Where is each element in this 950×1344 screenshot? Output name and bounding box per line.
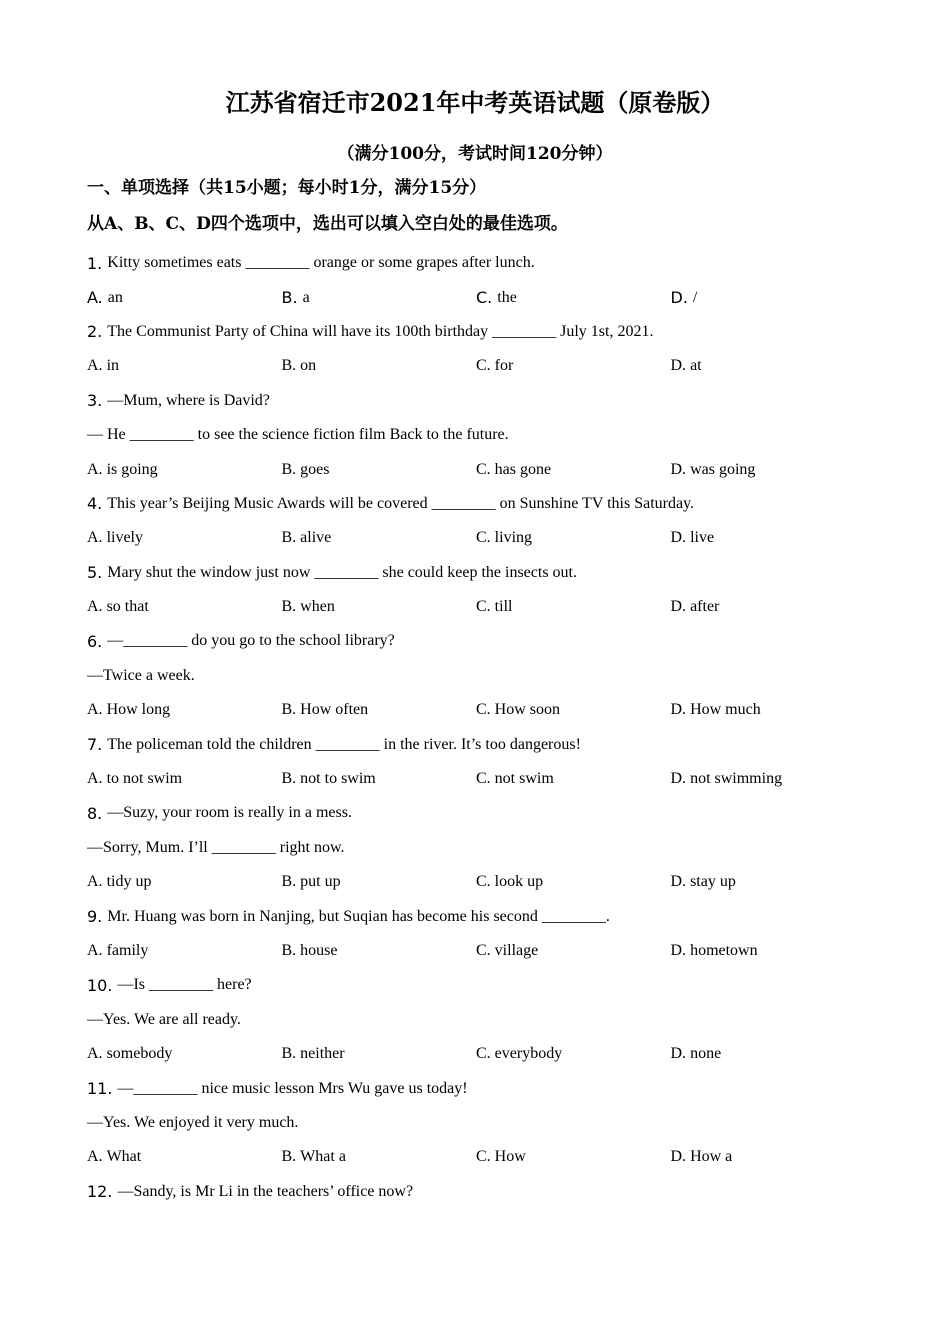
question-text: This year’s Beijing Music Awards will be covered ________ on Sunshine TV this Saturday. [107,494,695,512]
answer-option [282,770,477,788]
question-text: Kitty sometimes eats ________ orange or some grapes after lunch. [107,254,535,272]
answer-options [87,693,867,727]
option-text: an [107,288,123,306]
answer-option [87,598,282,616]
answer-option [282,1045,477,1063]
question-stem [87,796,867,830]
answer-option [87,701,282,719]
option-text: none [690,1045,722,1063]
question-text: — He ________ to see the science fiction film Back to the future. [87,426,509,444]
answer-option [476,770,671,788]
option-letter: D. [670,942,687,959]
answer-option [671,1045,866,1063]
question-number: 12. [87,1182,113,1202]
answer-option [671,701,866,719]
option-letter: B. [281,1045,297,1063]
answer-options [87,762,867,796]
option-letter: C. [476,770,491,788]
option-text: tidy up [106,873,152,891]
question-text: The policeman told the children ________ in the river. It’s too dangerous! [107,735,581,753]
answer-options [87,452,867,486]
option-text: not swim [494,770,554,788]
answer-option [282,357,477,375]
option-letter: B. [281,288,298,308]
answer-option [282,461,477,479]
option-letter: B. [281,1148,297,1166]
option-letter: B. [281,460,297,478]
question-stem [87,556,867,590]
answer-option [282,529,477,547]
option-letter: A. [87,598,103,616]
option-text: was going [690,460,756,478]
option-letter: A. [87,1148,103,1166]
question-number: 9. [87,907,103,927]
answer-option [476,529,671,547]
option-letter: C. [476,942,491,959]
question-text: —________ do you go to the school library? [107,632,395,650]
answer-option [476,701,671,719]
option-text: in [106,357,120,375]
answer-option [87,288,282,307]
option-letter: C. [476,288,493,308]
option-letter: D. [670,701,687,719]
option-letter: B. [281,701,297,719]
option-letter: B. [281,942,297,959]
option-letter: D. [670,529,687,547]
answer-option [87,873,282,891]
option-text: to not swim [106,770,183,788]
answer-option [282,942,477,960]
option-text: / [692,288,698,306]
question-text: —Yes. We enjoyed it very much. [87,1113,299,1131]
option-letter: D. [670,1045,687,1063]
answer-option [282,701,477,719]
answer-option [671,1148,866,1166]
question-stem [87,899,867,933]
answer-option [476,1045,671,1063]
option-letter: A. [87,701,103,719]
answer-option [87,357,282,375]
option-letter: A. [87,942,103,959]
option-letter: B. [281,529,297,547]
option-text: How a [690,1148,733,1166]
option-letter: D. [670,288,688,308]
option-letter: D. [670,357,687,375]
option-letter: A. [87,770,103,788]
question-dialogue-line [87,831,867,865]
option-text: stay up [690,873,736,891]
option-text: when [300,598,335,616]
option-text: for [494,357,514,375]
option-letter: C. [476,529,491,547]
answer-option [671,288,866,307]
option-letter: A. [87,1045,103,1063]
question-stem [87,246,867,280]
option-text: living [494,529,533,547]
question-stem [87,624,867,658]
option-letter: D. [670,460,687,478]
answer-options [87,934,867,968]
option-text: is going [106,460,158,478]
option-text: alive [300,529,332,547]
option-letter: D. [670,873,687,891]
answer-option [476,461,671,479]
question-stem [87,487,867,521]
answer-option [87,770,282,788]
option-letter: C. [476,357,491,375]
question-number: 4. [87,494,103,514]
question-text: The Communist Party of China will have its 100th birthday ________ July 1st, 2021. [107,322,654,340]
question-text: —Sandy, is Mr Li in the teachers’ office now? [117,1182,414,1200]
option-text: not to swim [300,770,376,788]
answer-options [87,1140,867,1174]
answer-option [87,529,282,547]
option-text: put up [300,873,341,891]
question-dialogue-line [87,659,867,693]
option-letter: A. [87,873,103,891]
option-text: What [106,1148,142,1166]
option-text: How [494,1148,526,1166]
answer-options [87,590,867,624]
answer-option [282,1148,477,1166]
exam-subtitle: （满分100分，考试时间120分钟） [337,144,613,164]
question-number: 8. [87,803,103,823]
question-dialogue-line [87,418,867,452]
option-text: has gone [494,460,552,478]
option-letter: C. [476,460,491,478]
option-letter: C. [476,701,491,719]
option-letter: A. [87,529,103,547]
answer-option [87,461,282,479]
option-letter: B. [281,357,297,375]
answer-option [671,770,866,788]
option-text: the [497,288,517,306]
section-instruction: 从A、B、C、D四个选项中，选出可以填入空白处的最佳选项。 [87,214,568,234]
option-text: so that [106,598,149,616]
option-letter: D. [670,1148,687,1166]
option-text: a [302,288,310,306]
answer-option [671,529,866,547]
answer-options [87,1037,867,1071]
option-text: village [494,942,539,959]
question-stem [87,727,867,761]
option-text: How much [690,701,761,719]
answer-option [87,942,282,960]
answer-option [87,1148,282,1166]
question-dialogue-line [87,1003,867,1037]
question-number: 10. [87,975,113,995]
answer-option [476,357,671,375]
option-letter: A. [87,288,103,308]
answer-option [671,357,866,375]
question-stem [87,315,867,349]
option-text: somebody [106,1045,173,1063]
option-text: till [494,598,513,616]
answer-option [476,288,671,307]
option-text: goes [300,460,330,478]
option-letter: B. [281,598,297,616]
question-stem [87,1175,867,1209]
question-stem [87,1071,867,1105]
answer-option [282,288,477,307]
option-letter: C. [476,598,491,616]
answer-options [87,280,867,314]
answer-option [671,598,866,616]
question-number: 6. [87,631,103,651]
answer-option [87,1045,282,1063]
answer-option [671,461,866,479]
question-number: 3. [87,391,103,411]
option-text: everybody [494,1045,563,1063]
question-text: —Yes. We are all ready. [87,1010,241,1028]
option-letter: A. [87,357,103,375]
answer-option [476,942,671,960]
option-letter: C. [476,1045,491,1063]
question-text: Mr. Huang was born in Nanjing, but Suqian has become his second ________. [107,907,610,925]
answer-options [87,349,867,383]
option-text: neither [300,1045,345,1063]
option-letter: D. [670,770,687,788]
question-text: —Sorry, Mum. I’ll ________ right now. [87,838,345,856]
option-text: What a [300,1148,346,1166]
option-text: house [300,942,338,959]
option-text: after [690,598,720,616]
option-letter: B. [281,770,297,788]
option-letter: D. [670,598,687,616]
option-letter: C. [476,873,491,891]
page-title: 江苏省宿迁市2021年中考英语试题（原卷版） [225,88,725,117]
answer-options [87,521,867,555]
answer-option [282,598,477,616]
question-stem [87,384,867,418]
option-text: lively [106,529,143,547]
question-text: —Suzy, your room is really in a mess. [107,804,352,822]
question-list [87,246,867,1209]
question-number: 5. [87,563,103,583]
answer-option [671,873,866,891]
option-text: on [300,357,317,375]
question-number: 11. [87,1079,113,1099]
option-text: at [690,357,702,375]
question-text: —Twice a week. [87,666,195,684]
question-text: Mary shut the window just now ________ she could keep the insects out. [107,563,577,581]
answer-option [282,873,477,891]
answer-option [476,873,671,891]
question-stem [87,968,867,1002]
question-dialogue-line [87,1106,867,1140]
option-text: look up [494,873,544,891]
answer-option [476,598,671,616]
option-text: live [690,529,715,547]
question-number: 1. [87,253,103,273]
option-text: family [106,942,149,959]
option-letter: C. [476,1148,491,1166]
answer-option [671,942,866,960]
option-letter: B. [281,873,297,891]
option-text: hometown [690,942,758,959]
option-text: How often [300,701,369,719]
answer-options [87,865,867,899]
option-text: How soon [494,701,561,719]
option-letter: A. [87,460,103,478]
question-number: 7. [87,735,103,755]
question-text: —Mum, where is David? [107,391,270,409]
option-text: How long [106,701,171,719]
question-text: —________ nice music lesson Mrs Wu gave us today! [117,1079,468,1097]
section-heading: 一、单项选择（共15小题；每小时1分，满分15分） [87,178,487,198]
question-text: —Is ________ here? [117,976,252,994]
answer-option [476,1148,671,1166]
question-number: 2. [87,322,103,342]
option-text: not swimming [690,770,783,788]
